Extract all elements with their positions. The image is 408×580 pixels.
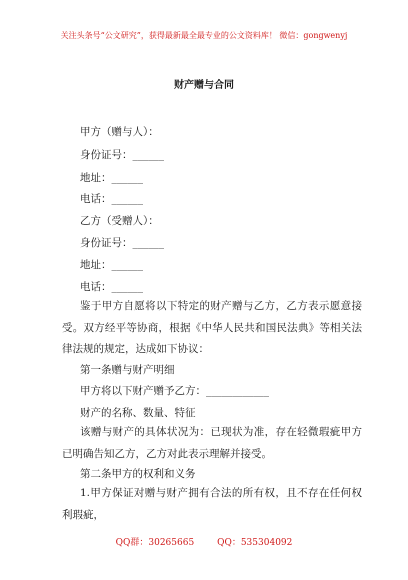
qq-text: QQ：535304092 bbox=[217, 538, 293, 548]
document-title: 财产赠与合同 bbox=[174, 80, 234, 91]
promo-banner: 关注头条号“公文研究”，获得最新最全最专业的公文资料库！ 微信：gongwenyj bbox=[60, 31, 348, 40]
article2-title: 第二条甲方的权利和义务 bbox=[80, 468, 196, 480]
donee-phone-field: 电话：______ bbox=[80, 281, 143, 293]
donee-id-field: 身份证号：______ bbox=[80, 237, 164, 249]
article1-status-paragraph: 该赠与财产的具体状况为：已现状为准，存在轻微瑕疵甲方已明确告知乙方，乙方对此表示理解并接受。 bbox=[62, 426, 362, 460]
contact-footer bbox=[0, 535, 408, 548]
donor-address-field: 地址：______ bbox=[80, 172, 143, 184]
donor-id-field: 身份证号：______ bbox=[80, 149, 164, 161]
qq-group-text: QQ群：30265665 bbox=[115, 538, 195, 548]
article2-item1-paragraph: 1.甲方保证对赠与财产拥有合法的所有权，且不存在任何权利瑕疵， bbox=[62, 487, 362, 521]
article1-title: 第一条赠与财产明细 bbox=[80, 364, 175, 376]
donor-label: 甲方（赠与人）： bbox=[80, 126, 159, 138]
donor-phone-field: 电话：______ bbox=[80, 193, 143, 205]
article1-item: 甲方将以下财产赠予乙方：____________ bbox=[80, 385, 269, 397]
article1-subtitle: 财产的名称、数量、特征 bbox=[80, 407, 196, 419]
donee-address-field: 地址：______ bbox=[80, 259, 143, 271]
preamble-paragraph: 鉴于甲方自愿将以下特定的财产赠与乙方，乙方表示愿意接受。双方经平等协商，根据《中华人民共和国民法典》等相关法律法规的规定，达成如下协议： bbox=[62, 300, 362, 355]
donee-label: 乙方（受赠人）： bbox=[80, 215, 159, 227]
